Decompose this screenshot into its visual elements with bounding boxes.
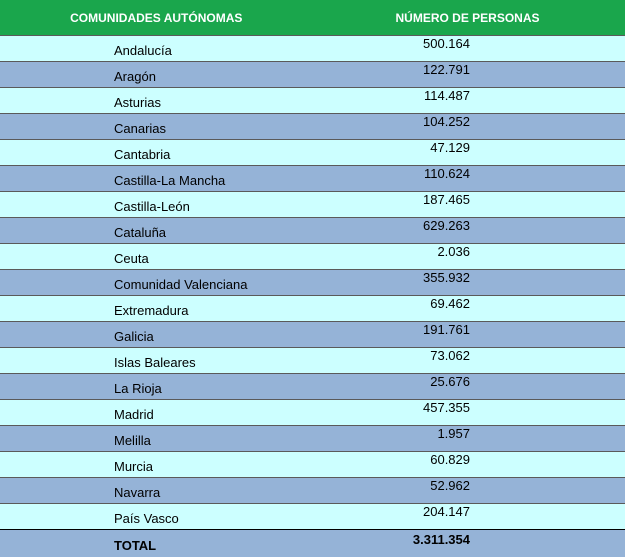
row-value: 52.962	[430, 478, 470, 493]
row-value: 60.829	[430, 452, 470, 467]
row-name: Madrid	[114, 407, 154, 422]
table-row	[0, 87, 625, 113]
row-name: Melilla	[114, 433, 151, 448]
row-value: 1.957	[437, 426, 470, 441]
row-value: 191.761	[423, 322, 470, 337]
row-value: 47.129	[430, 140, 470, 155]
row-value: 122.791	[423, 62, 470, 77]
row-value: 2.036	[437, 244, 470, 259]
table-row	[0, 35, 625, 61]
table-row	[0, 399, 625, 425]
table-row	[0, 191, 625, 217]
row-name: Castilla-León	[114, 199, 190, 214]
row-name: Castilla-La Mancha	[114, 173, 226, 188]
table-row	[0, 243, 625, 269]
row-value: 110.624	[423, 166, 470, 181]
row-name: La Rioja	[114, 381, 162, 396]
table-row	[0, 217, 625, 243]
row-name: Navarra	[114, 485, 161, 500]
row-name: Comunidad Valenciana	[114, 277, 248, 292]
row-value: 629.263	[423, 218, 470, 233]
row-value: 204.147	[423, 504, 470, 519]
table-row	[0, 373, 625, 399]
row-value: 114.487	[423, 88, 470, 103]
table-row	[0, 61, 625, 87]
table-row	[0, 503, 625, 529]
row-value: 500.164	[423, 36, 470, 51]
row-value: 187.465	[423, 192, 470, 207]
row-name: Andalucía	[114, 43, 172, 58]
column-header-personas: NÚMERO DE PERSONAS	[395, 10, 540, 25]
total-label: TOTAL	[114, 538, 157, 553]
table-row	[0, 451, 625, 477]
row-name: Islas Baleares	[114, 355, 196, 370]
row-value: 104.252	[423, 114, 470, 129]
total-row	[0, 529, 625, 557]
row-name: Canarias	[114, 121, 167, 136]
row-name: Cataluña	[114, 225, 167, 240]
table-row	[0, 347, 625, 373]
table-row	[0, 139, 625, 165]
row-name: Extremadura	[114, 303, 189, 318]
row-name: Asturias	[114, 95, 161, 110]
table-body	[0, 35, 625, 529]
table-row	[0, 113, 625, 139]
row-name: Aragón	[114, 69, 156, 84]
total-value: 3.311.354	[412, 532, 470, 547]
row-name: Murcia	[114, 459, 154, 474]
row-name: País Vasco	[114, 511, 179, 526]
row-value: 69.462	[430, 296, 470, 311]
column-header-comunidades: COMUNIDADES AUTÓNOMAS	[70, 10, 243, 25]
table-row	[0, 269, 625, 295]
table-row	[0, 477, 625, 503]
row-name: Cantabria	[114, 147, 171, 162]
row-value: 355.932	[423, 270, 470, 285]
table-header	[0, 0, 625, 35]
table-row	[0, 295, 625, 321]
row-name: Galicia	[114, 329, 154, 344]
row-name: Ceuta	[114, 251, 149, 266]
row-value: 25.676	[430, 374, 470, 389]
row-value: 457.355	[423, 400, 470, 415]
table-row	[0, 165, 625, 191]
table-row	[0, 321, 625, 347]
row-value: 73.062	[430, 348, 470, 363]
table-row	[0, 425, 625, 451]
